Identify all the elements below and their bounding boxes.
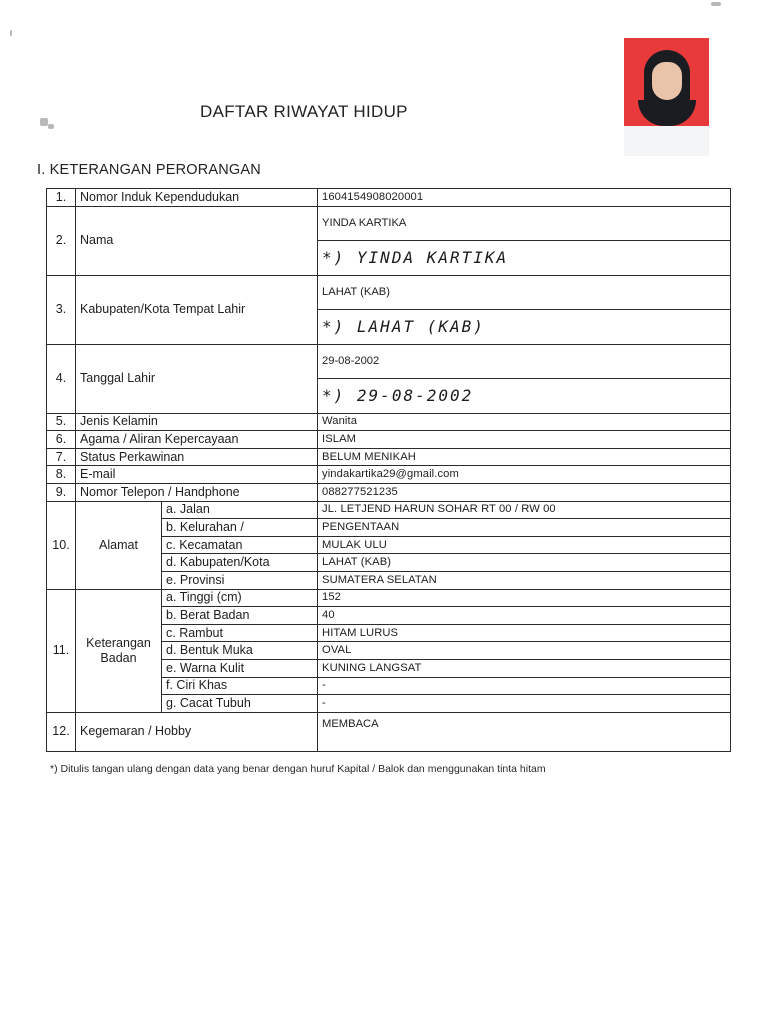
field-label: Jenis Kelamin — [76, 413, 318, 431]
field-value: OVAL — [318, 642, 731, 660]
table-row — [47, 189, 731, 207]
sub-label: a. Tinggi (cm) — [162, 589, 318, 607]
row-number: 6. — [47, 431, 76, 449]
table-row — [47, 206, 731, 240]
field-value: MULAK ULU — [318, 536, 731, 554]
field-label: Alamat — [76, 501, 162, 589]
field-value: 40 — [318, 607, 731, 625]
scan-speck — [40, 118, 48, 126]
field-label-line: Keterangan — [86, 635, 151, 650]
sub-label: e. Provinsi — [162, 571, 318, 589]
sub-label: c. Kecamatan — [162, 536, 318, 554]
field-value: ISLAM — [318, 431, 731, 449]
typed-value: LAHAT (KAB) — [318, 275, 731, 309]
row-number: 4. — [47, 344, 76, 413]
field-value: - — [318, 677, 731, 695]
sub-label: d. Kabupaten/Kota — [162, 554, 318, 572]
field-label: Agama / Aliran Kepercayaan — [76, 431, 318, 449]
field-value: MEMBACA — [318, 712, 731, 751]
table-row — [47, 431, 731, 449]
scan-speck — [48, 124, 54, 129]
field-value: PENGENTAAN — [318, 519, 731, 537]
row-number: 2. — [47, 206, 76, 275]
table-row — [47, 589, 731, 607]
field-label: Kabupaten/Kota Tempat Lahir — [76, 275, 318, 344]
field-value: 152 — [318, 589, 731, 607]
table-row — [47, 466, 731, 484]
handwritten-value: *) LAHAT (KAB) — [318, 309, 731, 344]
typed-value: YINDA KARTIKA — [318, 206, 731, 240]
field-value: - — [318, 695, 731, 713]
scan-speck — [10, 30, 12, 36]
field-value: 1604154908020001 — [318, 189, 731, 207]
field-value: yindakartika29@gmail.com — [318, 466, 731, 484]
table-row — [47, 448, 731, 466]
field-label: Nomor Induk Kependudukan — [76, 189, 318, 207]
row-number: 8. — [47, 466, 76, 484]
row-number: 3. — [47, 275, 76, 344]
document-title: DAFTAR RIWAYAT HIDUP — [200, 102, 408, 121]
field-value: LAHAT (KAB) — [318, 554, 731, 572]
row-number: 7. — [47, 448, 76, 466]
field-label: Status Perkawinan — [76, 448, 318, 466]
table-row — [47, 275, 731, 309]
field-value: BELUM MENIKAH — [318, 448, 731, 466]
field-value: HITAM LURUS — [318, 624, 731, 642]
typed-value: 29-08-2002 — [318, 344, 731, 378]
field-label: Nama — [76, 206, 318, 275]
table-row — [47, 344, 731, 378]
sub-label: c. Rambut — [162, 624, 318, 642]
section-heading: I. KETERANGAN PERORANGAN — [37, 162, 261, 178]
footnote: *) Ditulis tangan ulang dengan data yang benar dengan huruf Kapital / Balok dan menggunakan tinta hitam — [50, 763, 546, 775]
sub-label: g. Cacat Tubuh — [162, 695, 318, 713]
field-label: Kegemaran / Hobby — [76, 712, 318, 751]
sub-label: f. Ciri Khas — [162, 677, 318, 695]
field-label: Nomor Telepon / Handphone — [76, 483, 318, 501]
row-number: 11. — [47, 589, 76, 712]
row-number: 10. — [47, 501, 76, 589]
field-value: JL. LETJEND HARUN SOHAR RT 00 / RW 00 — [318, 501, 731, 519]
field-label — [76, 589, 162, 712]
sub-label: b. Kelurahan / — [162, 519, 318, 537]
sub-label: a. Jalan — [162, 501, 318, 519]
field-label-line: Badan — [100, 650, 137, 665]
table-row — [47, 712, 731, 751]
personal-info-table — [46, 188, 731, 752]
sub-label: e. Warna Kulit — [162, 659, 318, 677]
table-row — [47, 413, 731, 431]
sub-label: d. Bentuk Muka — [162, 642, 318, 660]
field-value: Wanita — [318, 413, 731, 431]
field-value: KUNING LANGSAT — [318, 659, 731, 677]
table-row — [47, 501, 731, 519]
field-label: Tanggal Lahir — [76, 344, 318, 413]
field-value: 088277521235 — [318, 483, 731, 501]
table-row — [47, 483, 731, 501]
handwritten-value: *) YINDA KARTIKA — [318, 240, 731, 275]
portrait-photo-icon — [624, 38, 709, 156]
row-number: 5. — [47, 413, 76, 431]
row-number: 9. — [47, 483, 76, 501]
field-label: E-mail — [76, 466, 318, 484]
field-value: SUMATERA SELATAN — [318, 571, 731, 589]
sub-label: b. Berat Badan — [162, 607, 318, 625]
row-number: 1. — [47, 189, 76, 207]
row-number: 12. — [47, 712, 76, 751]
handwritten-value: *) 29-08-2002 — [318, 378, 731, 413]
scan-speck — [711, 2, 721, 6]
